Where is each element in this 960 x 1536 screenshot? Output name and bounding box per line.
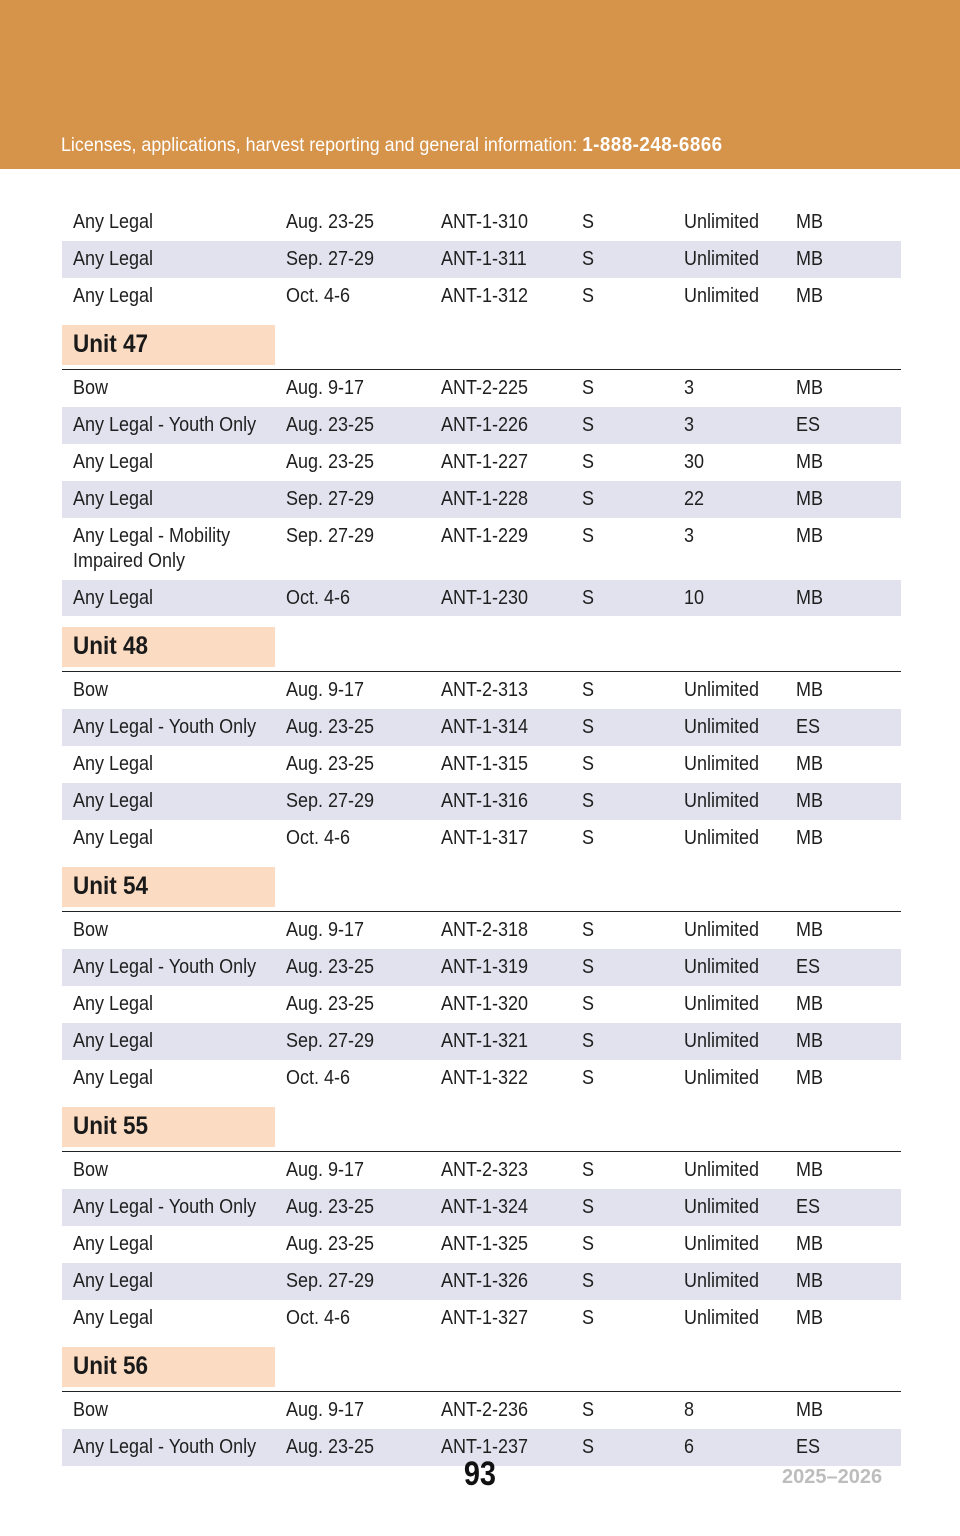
hunt-code-cell: ANT-2-225 [441,377,529,400]
licenses-cell: Unlimited [684,1269,760,1292]
unit-title: Unit 48 [73,632,149,661]
licenses-cell: Unlimited [684,1029,760,1052]
hunt-code-cell: ANT-1-314 [441,716,529,739]
table-row [62,370,901,407]
season-type-cell: MB [796,586,823,609]
licenses-cell: Unlimited [684,752,760,775]
licenses-cell: 3 [684,414,695,437]
weapon-cell: Any Legal [73,1306,154,1329]
table-row [62,204,901,241]
weapon-cell: Any Legal [73,1269,154,1292]
table-row [62,481,901,518]
licenses-cell: Unlimited [684,1306,760,1329]
table-row [62,580,901,617]
licenses-cell: 30 [684,450,705,473]
dates-cell: Oct. 4-6 [286,1066,351,1089]
hunt-code-cell: ANT-1-322 [441,1066,529,1089]
table-row [62,1300,901,1337]
unit-heading [62,325,901,370]
season-type-cell: MB [796,524,823,547]
licenses-cell: 10 [684,586,705,609]
licenses-cell: Unlimited [684,1066,760,1089]
weapon-cell: Any Legal [73,450,154,473]
sex-cell: S [582,679,595,702]
sex-cell: S [582,956,595,979]
dates-cell: Aug. 9-17 [286,919,365,942]
sex-cell: S [582,487,595,510]
hunt-code-cell: ANT-1-326 [441,1269,529,1292]
table-row [62,820,901,857]
dates-cell: Sep. 27-29 [286,524,375,547]
weapon-cell: Any Legal [73,284,154,307]
unit-title: Unit 47 [73,330,149,359]
weapon-cell: Any Legal - Youth Only [73,414,257,437]
weapon-cell: Any Legal [73,211,154,233]
dates-cell: Aug. 9-17 [286,377,365,400]
licenses-cell: 22 [684,487,705,510]
sex-cell: S [582,826,595,849]
sex-cell: S [582,716,595,739]
licenses-cell: 3 [684,377,695,400]
unit-label-box [62,627,275,667]
weapon-cell: Any Legal [73,992,154,1015]
hunt-code-cell: ANT-1-227 [441,450,529,473]
hunt-code-cell: ANT-1-321 [441,1029,529,1052]
licenses-cell: 3 [684,524,695,547]
hunt-code-cell: ANT-1-228 [441,487,529,510]
page-header-band [0,0,960,169]
season-type-cell: MB [796,377,823,400]
sex-cell: S [582,377,595,400]
dates-cell: Aug. 23-25 [286,211,375,233]
sex-cell: S [582,586,595,609]
table-row [62,783,901,820]
table-row [62,1023,901,1060]
sex-cell: S [582,524,595,547]
season-type-cell: ES [796,716,821,739]
table-row [62,949,901,986]
sex-cell: S [582,450,595,473]
unit-heading [62,1107,901,1152]
weapon-cell: Any Legal [73,586,154,609]
season-type-cell: MB [796,247,823,270]
season-type-cell: MB [796,487,823,510]
dates-cell: Sep. 27-29 [286,247,375,270]
season-label: 2025–2026 [782,1466,883,1488]
table-row [62,407,901,444]
licenses-cell: Unlimited [684,826,760,849]
unit-heading [62,1347,901,1392]
table-row [62,518,901,580]
season-type-cell: MB [796,789,823,812]
sex-cell: S [582,284,595,307]
hunt-code-cell: ANT-1-325 [441,1232,529,1255]
weapon-cell: Any Legal [73,487,154,510]
weapon-cell: Any Legal [73,826,154,849]
licenses-cell: Unlimited [684,956,760,979]
table-row [62,1263,901,1300]
hunt-code-cell: ANT-1-226 [441,414,529,437]
sex-cell: S [582,1306,595,1329]
dates-cell: Aug. 23-25 [286,1436,375,1459]
dates-cell: Oct. 4-6 [286,586,351,609]
hunt-code-cell: ANT-1-311 [441,247,527,270]
table-row [62,1060,901,1097]
unit-title: Unit 55 [73,1112,149,1141]
dates-cell: Aug. 9-17 [286,679,365,702]
hunt-code-cell: ANT-1-324 [441,1196,529,1219]
hunt-code-cell: ANT-1-230 [441,586,529,609]
sex-cell: S [582,1029,595,1052]
season-type-cell: ES [796,414,821,437]
sex-cell: S [582,789,595,812]
sex-cell: S [582,1159,595,1182]
sex-cell: S [582,1066,595,1089]
dates-cell: Aug. 23-25 [286,414,375,437]
unit-label-box [62,867,275,907]
season-type-cell: MB [796,992,823,1015]
weapon-cell: Any Legal [73,247,154,270]
weapon-cell: Any Legal - Youth Only [73,1196,257,1219]
licenses-cell: Unlimited [684,789,760,812]
season-type-cell: ES [796,1196,821,1219]
season-type-cell: MB [796,284,823,307]
weapon-cell: Any Legal - Mobility Impaired Only [73,524,231,572]
dates-cell: Oct. 4-6 [286,284,351,307]
licenses-cell: Unlimited [684,992,760,1015]
licenses-cell: Unlimited [684,1159,760,1182]
dates-cell: Aug. 9-17 [286,1399,365,1422]
dates-cell: Aug. 23-25 [286,752,375,775]
weapon-cell: Bow [73,919,109,942]
weapon-cell: Any Legal [73,1029,154,1052]
table-row [62,1226,901,1263]
sex-cell: S [582,919,595,942]
licenses-cell: Unlimited [684,1196,760,1219]
weapon-cell: Any Legal [73,789,154,812]
licenses-cell: Unlimited [684,679,760,702]
licenses-cell: Unlimited [684,919,760,942]
weapon-cell: Any Legal [73,1066,154,1089]
hunt-code-cell: ANT-1-315 [441,752,529,775]
unit-label-box [62,325,275,365]
hunt-code-cell: ANT-2-313 [441,679,529,702]
season-type-cell: MB [796,826,823,849]
sex-cell: S [582,1196,595,1219]
table-row [62,278,901,315]
dates-cell: Aug. 23-25 [286,1196,375,1219]
weapon-cell: Any Legal [73,752,154,775]
hunt-code-cell: ANT-1-317 [441,826,529,849]
unit-heading [62,867,901,912]
dates-cell: Aug. 23-25 [286,450,375,473]
licenses-cell: 8 [684,1399,695,1422]
hunt-code-cell: ANT-1-312 [441,284,529,307]
unit-heading [62,627,901,672]
weapon-cell: Any Legal - Youth Only [73,956,257,979]
table-row [62,672,901,709]
sex-cell: S [582,211,595,233]
unit-title: Unit 56 [73,1352,149,1381]
sex-cell: S [582,1399,595,1422]
sex-cell: S [582,1232,595,1255]
season-type-cell: ES [796,1436,821,1459]
table-row [62,1152,901,1189]
season-type-cell: MB [796,919,823,942]
dates-cell: Sep. 27-29 [286,789,375,812]
weapon-cell: Bow [73,1399,109,1422]
weapon-cell: Any Legal - Youth Only [73,1436,257,1459]
hunt-code-cell: ANT-1-237 [441,1436,529,1459]
unit-title: Unit 54 [73,872,149,901]
season-type-cell: MB [796,1066,823,1089]
table-row [62,241,901,278]
sex-cell: S [582,414,595,437]
season-type-cell: MB [796,679,823,702]
season-type-cell: ES [796,956,821,979]
table-row [62,1392,901,1429]
sex-cell: S [582,1269,595,1292]
season-type-cell: MB [796,1269,823,1292]
hunt-code-cell: ANT-2-236 [441,1399,529,1422]
hunt-code-cell: ANT-1-310 [441,211,529,233]
season-type-cell: MB [796,752,823,775]
table-row [62,709,901,746]
header-phone-number: 1-888-248-6866 [582,134,723,156]
dates-cell: Aug. 9-17 [286,1159,365,1182]
table-row [62,746,901,783]
season-type-cell: MB [796,1306,823,1329]
hunt-code-cell: ANT-1-316 [441,789,529,812]
season-type-cell: MB [796,1159,823,1182]
licenses-cell: Unlimited [684,284,760,307]
header-info-text: Licenses, applications, harvest reporting and general information: [61,135,583,156]
licenses-cell: Unlimited [684,211,760,233]
licenses-cell: Unlimited [684,716,760,739]
hunt-code-cell: ANT-1-319 [441,956,529,979]
table-row [62,986,901,1023]
table-row [62,912,901,949]
season-type-cell: MB [796,1399,823,1422]
licenses-cell: Unlimited [684,1232,760,1255]
sex-cell: S [582,1436,595,1459]
dates-cell: Oct. 4-6 [286,826,351,849]
hunt-code-cell: ANT-1-327 [441,1306,529,1329]
dates-cell: Oct. 4-6 [286,1306,351,1329]
unit-label-box [62,1107,275,1147]
weapon-cell: Any Legal - Youth Only [73,716,257,739]
dates-cell: Sep. 27-29 [286,1269,375,1292]
season-type-cell: MB [796,450,823,473]
licenses-cell: Unlimited [684,247,760,270]
dates-cell: Aug. 23-25 [286,956,375,979]
weapon-cell: Any Legal [73,1232,154,1255]
page-number: 93 [463,1455,497,1493]
hunt-code-cell: ANT-1-320 [441,992,529,1015]
dates-cell: Aug. 23-25 [286,992,375,1015]
table-row [62,444,901,481]
hunt-code-cell: ANT-2-323 [441,1159,529,1182]
weapon-cell: Bow [73,679,109,702]
header-info-line [61,134,723,157]
licenses-cell: 6 [684,1436,695,1459]
hunt-code-cell: ANT-1-229 [441,524,529,547]
season-type-cell: MB [796,1232,823,1255]
dates-cell: Sep. 27-29 [286,1029,375,1052]
hunt-code-cell: ANT-2-318 [441,919,529,942]
unit-label-box [62,1347,275,1387]
dates-cell: Sep. 27-29 [286,487,375,510]
season-type-cell: MB [796,211,823,233]
season-type-cell: MB [796,1029,823,1052]
sex-cell: S [582,752,595,775]
sex-cell: S [582,247,595,270]
weapon-cell: Bow [73,377,109,400]
dates-cell: Aug. 23-25 [286,1232,375,1255]
table-row [62,1189,901,1226]
sex-cell: S [582,992,595,1015]
hunt-table [62,204,901,1466]
dates-cell: Aug. 23-25 [286,716,375,739]
weapon-cell: Bow [73,1159,109,1182]
